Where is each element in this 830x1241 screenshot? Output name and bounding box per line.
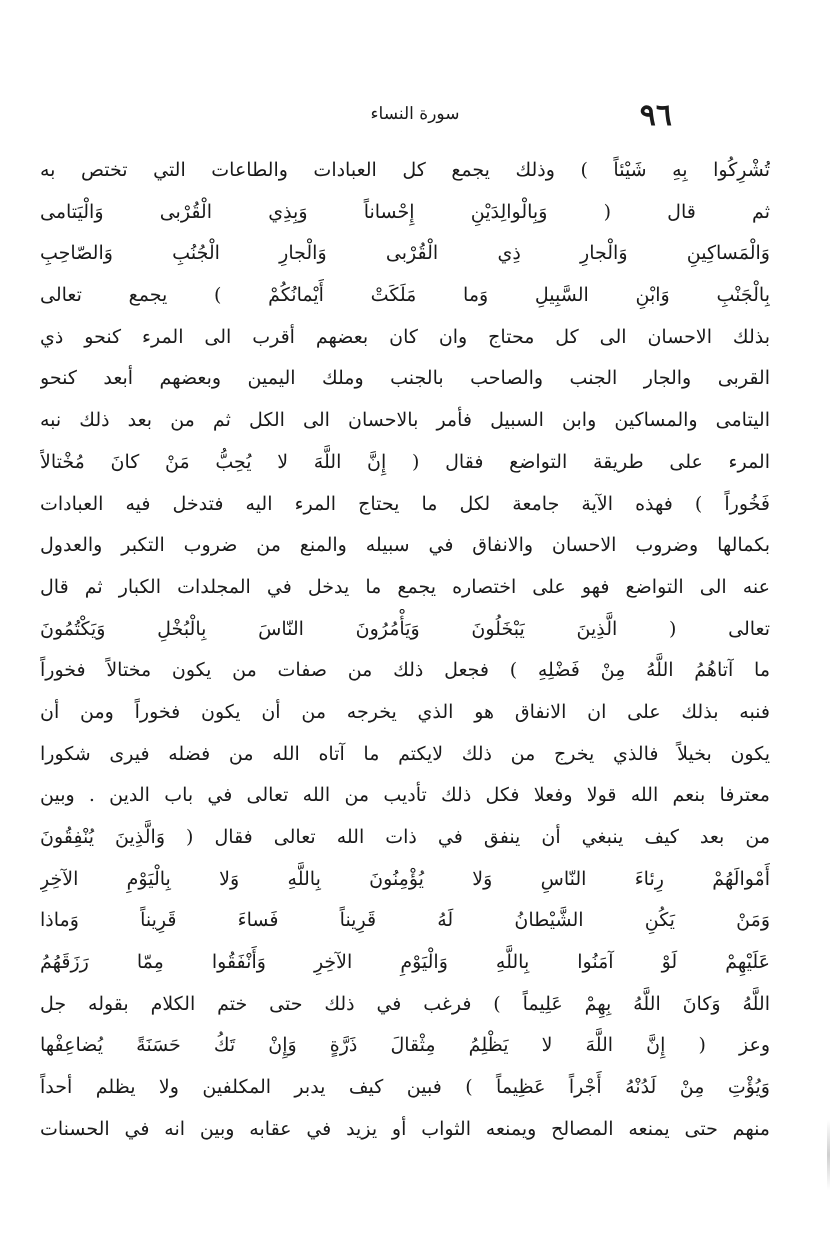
text-line: اللَّهُ وَكانَ اللَّهُ بِهِمْ عَلِيماً ) فرغب في ذلك حتى ختم الكلام بقوله جل [40,992,770,1015]
text-line: تُشْرِكُوا بِهِ شَيْئاً ) وذلك يجمع كل العبادات والطاعات التي تختص به [40,159,770,181]
page-header [40,98,790,138]
text-line: وَالْمَساكِينِ وَالْجارِ ذِي الْقُرْبى وَالْجارِ الْجُنُبِ وَالصّاحِبِ [40,242,770,265]
text-line: اليتامى والمساكين وابن السبيل فأمر بالاحسان الى الكل ثم من بعد ذلك نبه [40,409,770,432]
text-line: بِالْجَنْبِ وَابْنِ السَّبِيلِ وَما مَلَكَتْ أَيْمانُكُمْ ) يجمع تعالى [40,284,770,307]
text-line: بذلك الاحسان الى كل محتاج وان كان بعضهم أقرب الى المرء كنحو ذي [40,325,770,348]
text-line: وَمَنْ يَكُنِ الشَّيْطانُ لَهُ قَرِيناً فَساءَ قَرِيناً وَماذا [40,909,770,932]
text-line: أَمْوالَهُمْ رِئاءَ النّاسِ وَلا يُؤْمِنُونَ بِاللَّهِ وَلا بِالْيَوْمِ الآخِرِ [40,867,770,890]
text-line: فنبه بذلك على ان الانفاق هو الذي يخرجه من أن يكون فخوراً ومن أن [40,700,770,723]
text-line: فَخُوراً ) فهذه الآية جامعة لكل ما يحتاج المرء اليه فتدخل فيه العبادات [40,492,770,515]
text-line: ثم قال ( وَبِالْوالِدَيْنِ إِحْساناً وَبِذِي الْقُرْبى وَالْيَتامى [40,200,770,223]
text-line: عَلَيْهِمْ لَوْ آمَنُوا بِاللَّهِ وَالْيَوْمِ الآخِرِ وَأَنْفَقُوا مِمّا رَزَقَهُمُ [40,951,770,974]
text-line: من بعد كيف ينبغي أن ينفق في ذات الله تعالى فقال ( وَالَّذِينَ يُنْفِقُونَ [40,826,770,848]
text-line: ما آتاهُمُ اللَّهُ مِنْ فَضْلِهِ ) فجعل ذلك من صفات من يكون مختالاً فخوراً [40,659,770,682]
text-line: عنه الى التواضع فهو على اختصاره يجمع ما يدخل في المجلدات الكبار ثم قال [40,575,770,598]
text-line: بكمالها وضروب الاحسان والانفاق في سبيله والمنع من ضروب التكبر والعدول [40,534,770,557]
text-line: يكون بخيلاً فالذي يخرج من ذلك لايكتم ما آتاه الله من فضله فيرى شكورا [40,742,770,765]
text-line: وعز ( إِنَّ اللَّهَ لا يَظْلِمُ مِثْقالَ ذَرَّةٍ وَإِنْ تَكُ حَسَنَةً يُضاعِفْها [40,1034,770,1057]
text-line: المرء على طريقة التواضع فقال ( إِنَّ اللَّهَ لا يُحِبُّ مَنْ كانَ مُخْتالاً [40,450,770,473]
text-line: معترفا بنعم الله قولا وفعلا فكل ذلك تأديب من الله تعالى في باب الدين . وبين [40,784,770,807]
text-line: وَيُؤْتِ مِنْ لَدُنْهُ أَجْراً عَظِيماً ) فبين كيف يدبر المكلفين ولا يظلم أحداً [40,1076,770,1099]
text-line: القربى والجار الجنب والصاحب بالجنب وملك اليمين وبعضهم أبعد كنحو [40,367,770,390]
page-number: ٩٦ [639,98,672,133]
running-head: سورة النساء [370,104,460,124]
text-line: منهم حتى يمنعه المصالح ويمنعه الثواب أو يزيد في عقابه وبين انه في الحسنات [40,1117,770,1140]
body-text [40,150,770,1151]
text-line: تعالى ( الَّذِينَ يَبْخَلُونَ وَيَأْمُرُونَ النّاسَ بِالْبُخْلِ وَيَكْتُمُونَ [40,617,770,640]
